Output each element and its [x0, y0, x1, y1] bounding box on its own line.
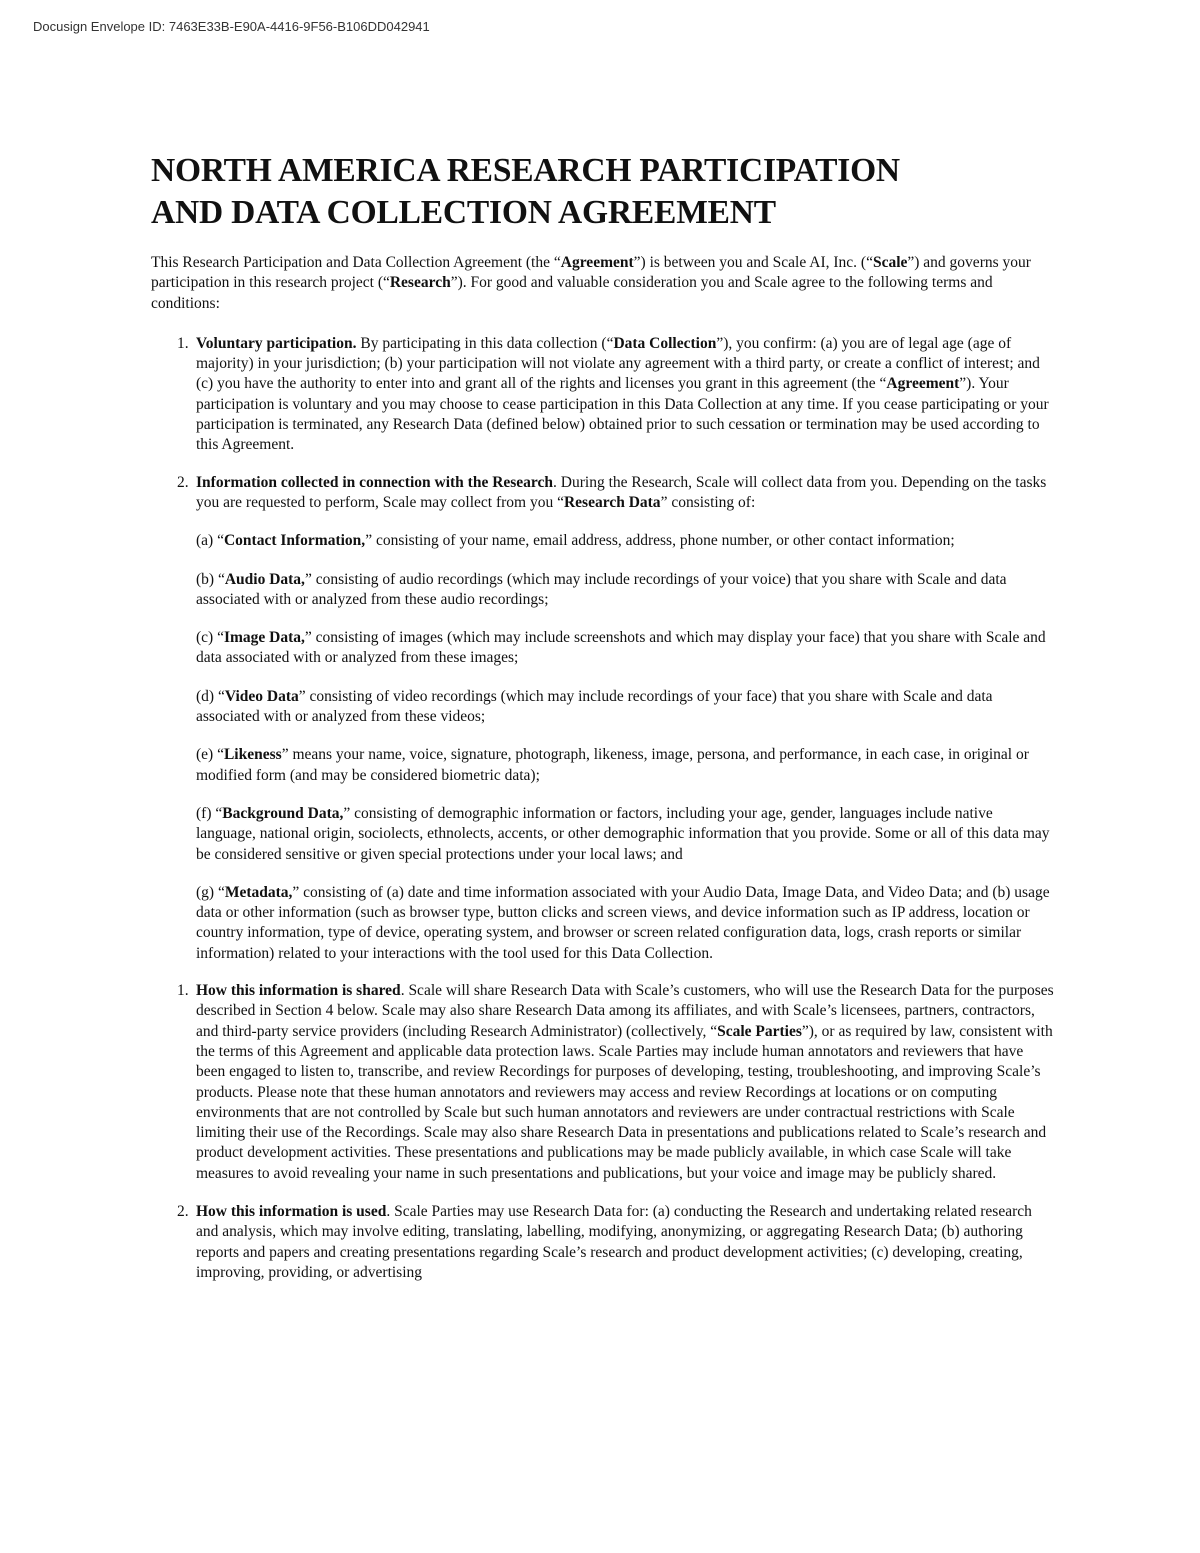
defined-term-research: Research [389, 274, 451, 292]
item-text: ” consisting of images (which may include screenshots and which may display your face) that you share with Scale and data associated with or analyzed from these images; [196, 629, 1046, 667]
section-text: ”), you confirm: (a) you are of legal age (age of majority) in your jurisdiction; (b) your participation will not violate any agreement with a third party, or create a conflict of interest; and (c) you have the authority to enter into and grant all of the rights and licenses you grant in this agreement (the “ [196, 334, 1040, 393]
title-line-2: AND DATA COLLECTION AGREEMENT [151, 194, 776, 231]
item-text: ” consisting of video recordings (which may include recordings of your face) that you share with Scale and data associated with or analyzed from these videos; [196, 687, 993, 726]
data-category-item [196, 628, 1056, 669]
data-category-item [196, 687, 1056, 728]
item-prefix: (c) “ [196, 629, 224, 647]
section-text: . Scale Parties may use Research Data for: (a) conducting the Research and undertaking related research and analysis, which may involve editing, translating, labelling, modifying, anonymizing, or aggregating Research Data; (b) authoring reports and papers and creating presentations regarding Scale’s research and product development activities; (c) developing, creating, improving, providing, or advertising [196, 1202, 1032, 1281]
item-text: ” means your name, voice, signature, photograph, likeness, image, persona, and performance, in each case, in original or modified form (and may be considered biometric data); [196, 746, 1029, 784]
section-text: ”), or as required by law, consistent with the terms of this Agreement and applicable data protection laws. Scale Parties may include human annotators and reviewers that have been engaged to listen to, transcribe, and review Recordings for purposes of developing, testing, troubleshooting, and improving Scale’s products. Please note that these human annotators and reviewers may access and review Recordings at locations or on computing environments that are not controlled by Scale but such human annotators and reviewers are under contractual restrictions with Scale limiting their use of the Recordings. Scale may also share Research Data in presentations and publications related to Scale’s research and product development activities. These presentations and publications may be made publicly available, in which case Scale will take measures to avoid revealing your name in such presentations and publications, but your voice and image may be publicly shared. [196, 1022, 1053, 1182]
defined-term-scale-parties: Scale Parties [717, 1022, 802, 1040]
section-number: 1. [177, 334, 189, 352]
data-category-item [196, 883, 1056, 964]
defined-term-research-data: Research Data [563, 493, 661, 511]
data-category-item [196, 804, 1056, 865]
item-prefix: (a) “ [196, 532, 224, 550]
defined-term-agreement: Agreement [886, 375, 960, 393]
item-text: ” consisting of your name, email address, address, phone number, or other contact information; [365, 532, 955, 550]
section-number: 1. [177, 982, 189, 1000]
item-text: ” consisting of demographic information or factors, including your age, gender, languages include native language, national origin, sociolects, ethnolects, accents, or other demographic information that you provide. Some or all of this data may be considered sensitive or given special protections under your local laws; and [196, 804, 1050, 863]
item-prefix: (g) “ [196, 883, 225, 901]
section-body [196, 473, 1056, 514]
section-information-used [151, 1202, 1056, 1283]
section-text: . During the Research, Scale will collect data from you. Depending on the tasks you are requested to perform, Scale may collect from you “ [196, 473, 1047, 511]
intro-text: This Research Participation and Data Collection Agreement (the “ [151, 254, 561, 271]
section-body [196, 981, 1056, 1184]
item-text: ” consisting of (a) date and time information associated with your Audio Data, Image Data, and Video Data; and (b) usage data or other information (such as browser type, button clicks and screen views, and device information such as IP address, location or country information, type of device, operating system, and browser or screen related configuration data, logs, crash reports or similar information) related to your interactions with the tool used for this Data Collection. [196, 883, 1050, 962]
item-term: Video Data [224, 687, 299, 705]
data-category-item [196, 531, 1056, 551]
intro-text: ”). For good and valuable consideration you and Scale agree to the following terms and conditions: [151, 274, 993, 312]
defined-term-agreement: Agreement [560, 254, 634, 271]
section-number: 2. [177, 473, 189, 491]
item-prefix: (d) “ [196, 687, 225, 705]
data-category-item [196, 570, 1056, 611]
item-term: Contact Information, [223, 532, 366, 550]
section-number: 2. [177, 1202, 189, 1220]
item-term: Image Data, [223, 629, 305, 647]
section-body [196, 334, 1056, 456]
section-heading: How this information is shared [196, 982, 401, 1000]
section-text: ” consisting of: [660, 493, 756, 511]
section-text: ”). Your participation is voluntary and you may choose to cease participation in this Data Collection at any time. If you cease participating or your participation is terminated, any Research Data (defined below) obtained prior to such cessation or termination may be used according to this Agreement. [196, 375, 1049, 454]
defined-term-scale: Scale [872, 254, 908, 271]
intro-text: ”) and governs your participation in this research project (“ [151, 254, 1031, 292]
section-information-collected [151, 473, 1056, 964]
item-term: Likeness [223, 746, 282, 764]
item-prefix: (f) “ [196, 804, 223, 822]
data-category-item [196, 745, 1056, 786]
docusign-envelope-id: Docusign Envelope ID: 7463E33B-E90A-4416-9F56-B106DD042941 [33, 19, 430, 34]
item-term: Background Data, [222, 804, 344, 822]
agreement-document [151, 150, 1056, 1283]
item-prefix: (b) “ [196, 570, 225, 588]
section-text: . Scale will share Research Data with Scale’s customers, who will use the Research Data for the purposes described in Section 4 below. Scale may also share Research Data among its affiliates, and with Scale’s licensees, partners, contractors, and third-party service providers (including Research Administrator) (collectively, “ [196, 982, 1054, 1040]
item-prefix: (e) “ [196, 746, 224, 764]
item-term: Audio Data, [224, 570, 305, 588]
section-heading: Voluntary participation. [196, 334, 357, 352]
document-title [151, 150, 1056, 234]
section-text: By participating in this data collection (“ [356, 334, 614, 352]
section-body [196, 1202, 1056, 1283]
intro-paragraph [151, 253, 1056, 314]
section-information-shared [151, 981, 1056, 1184]
section-heading: How this information is used [196, 1202, 387, 1220]
item-text: ” consisting of audio recordings (which may include recordings of your voice) that you share with Scale and data associated with or analyzed from these audio recordings; [196, 570, 1007, 608]
section-voluntary-participation [151, 334, 1056, 456]
intro-text: ”) is between you and Scale AI, Inc. (“ [633, 254, 873, 271]
item-term: Metadata, [224, 883, 293, 901]
section-heading: Information collected in connection with the Research [196, 473, 554, 491]
defined-term-data-collection: Data Collection [613, 334, 717, 352]
title-line-1: NORTH AMERICA RESEARCH PARTICIPATION [151, 152, 900, 189]
